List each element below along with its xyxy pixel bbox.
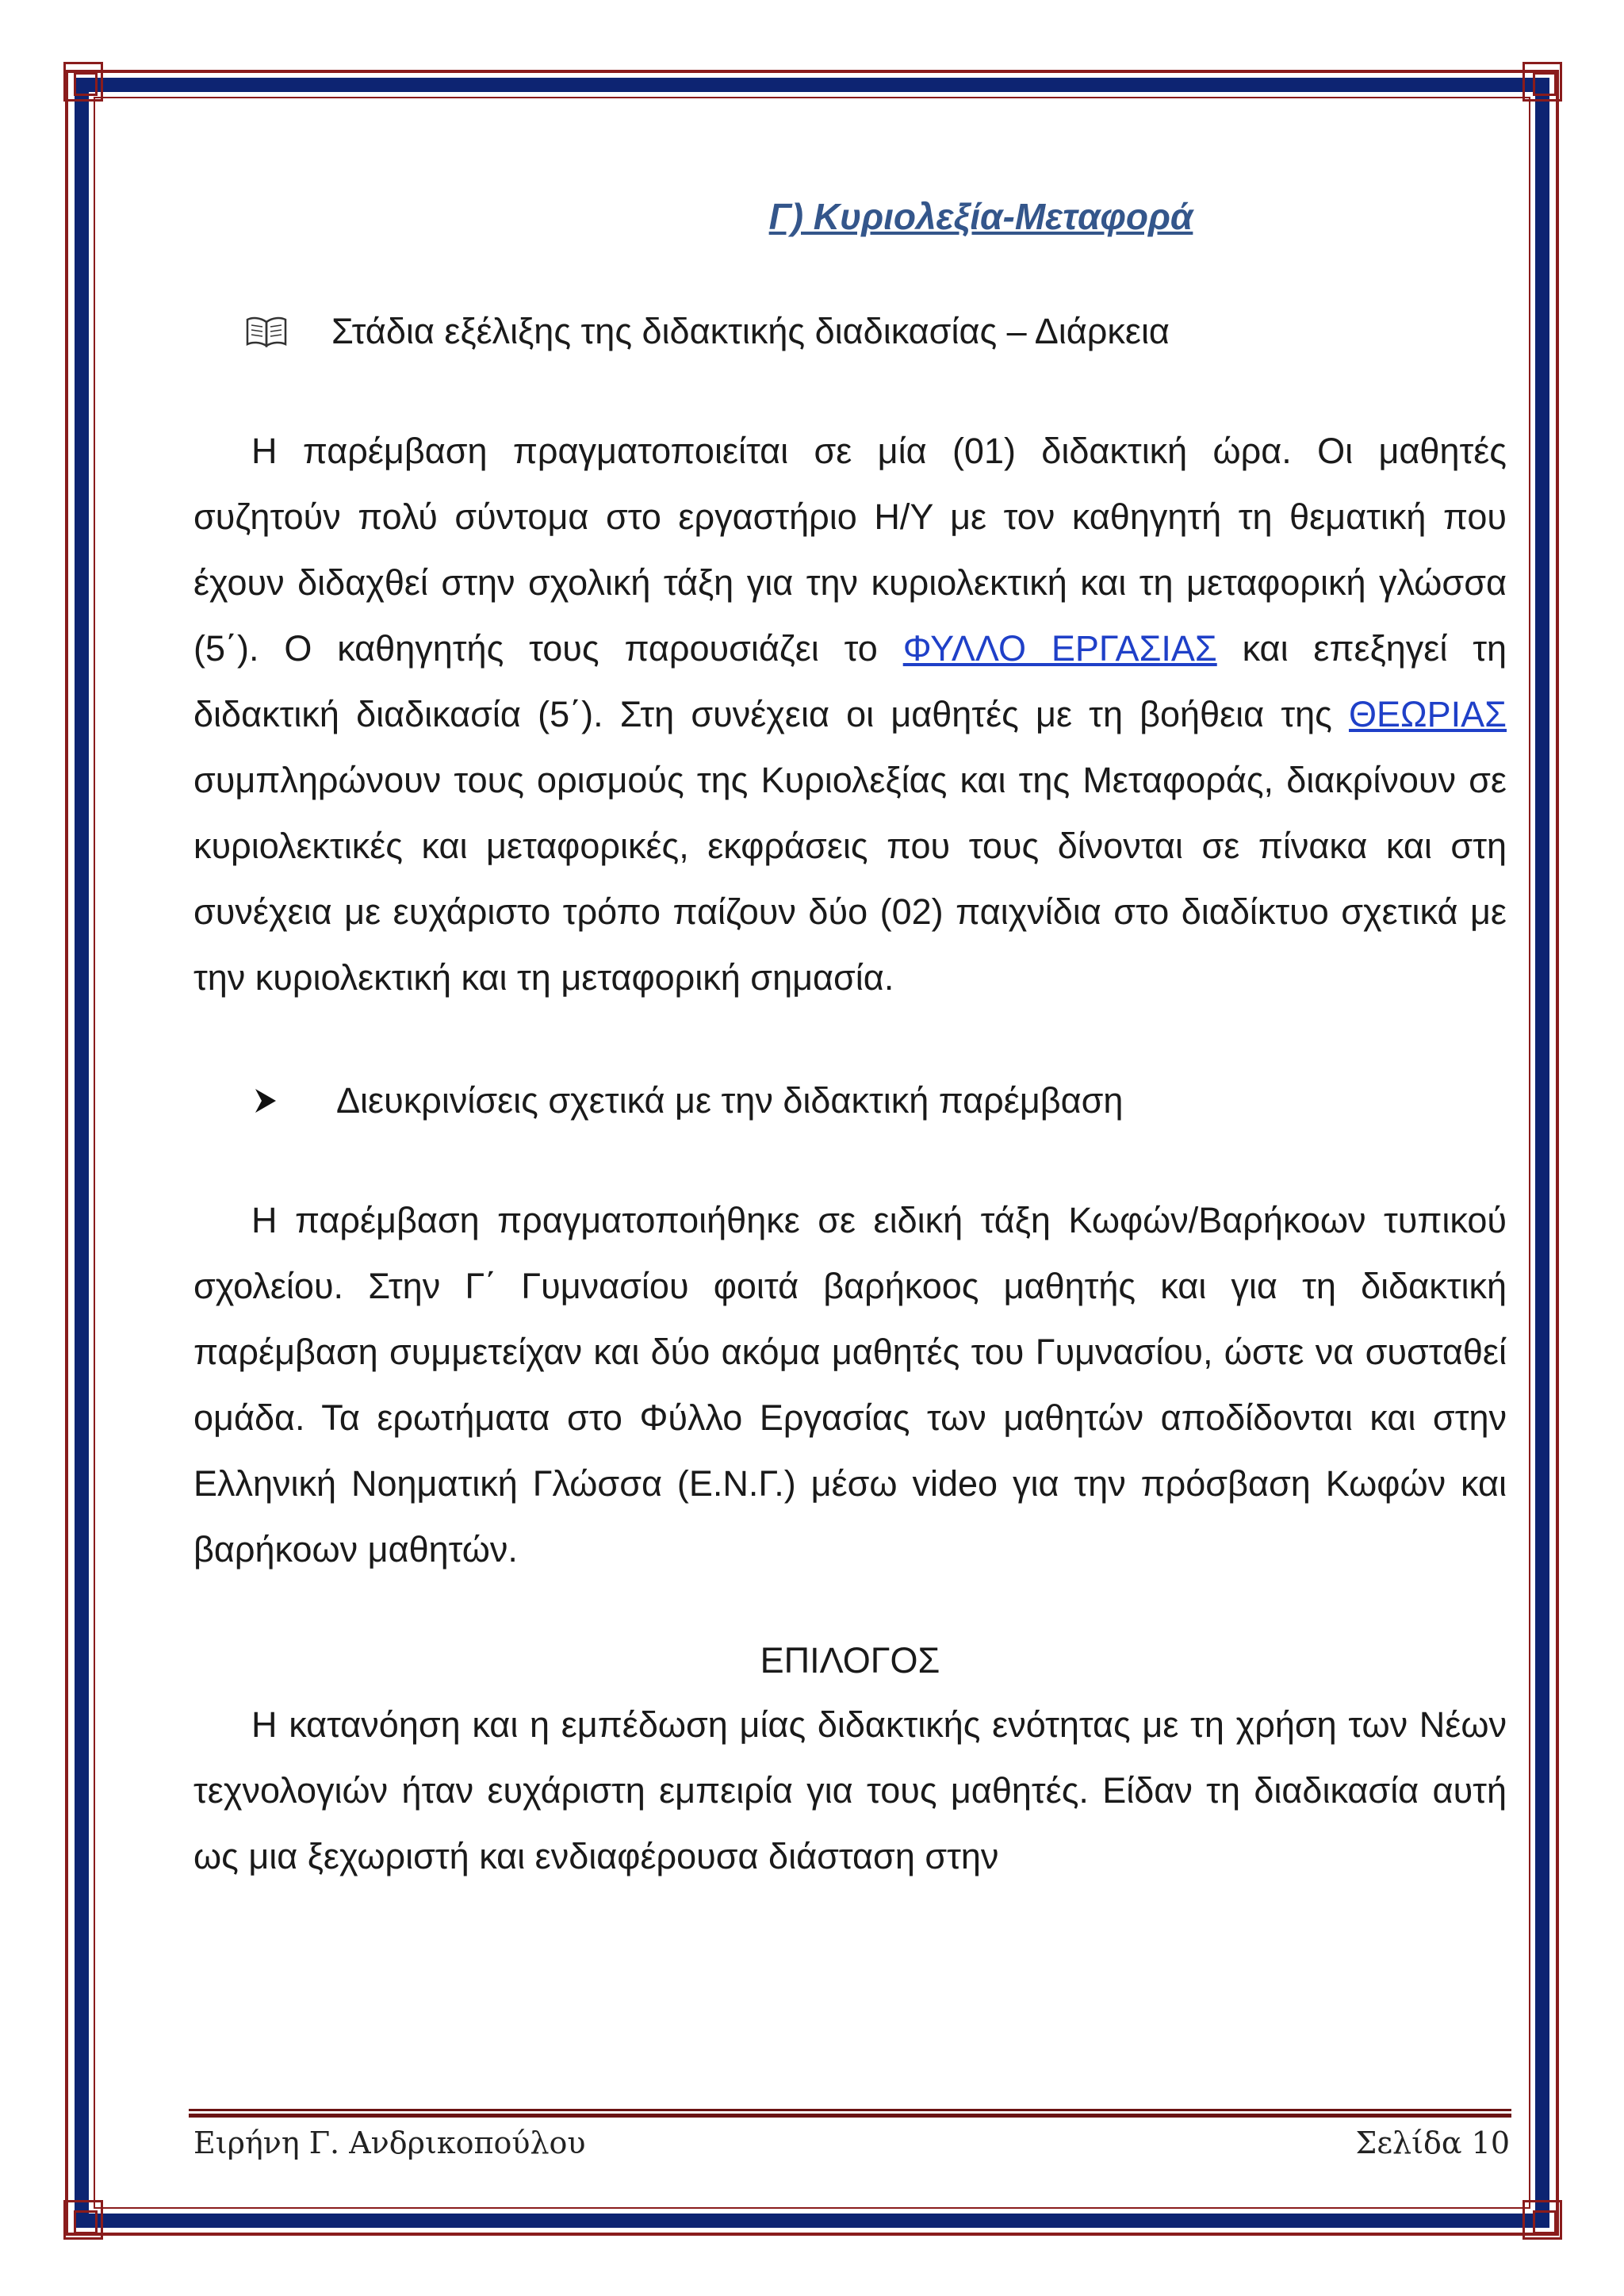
- intro-text-3: συμπληρώνουν τους ορισμούς της Κυριολεξίας και της Μεταφοράς, διακρίνουν σε κυριολεκτικές και μεταφορικές, εκφράσεις που τους δίνονται σε πίνακα και στη συνέχεια με ευχάριστο τρόπο παίζουν δύο (02) παιχνίδια στο διαδίκτυο σχετικά με την κυριολεκτική και τη μεταφορική σημασία.: [193, 760, 1507, 998]
- arrow-bullet-icon: [254, 1087, 278, 1114]
- footer-author: Ειρήνη Γ. Ανδρικοπούλου: [193, 2125, 586, 2160]
- open-book-icon: [246, 316, 287, 347]
- document-body: [193, 190, 1507, 1889]
- section-title: Γ) Κυριολεξία-Μεταφορά: [768, 196, 1193, 237]
- theory-link[interactable]: ΘΕΩΡΙΑΣ: [1348, 694, 1507, 734]
- border-corner-ornament: [1522, 2200, 1562, 2240]
- border-corner-ornament: [1522, 62, 1562, 102]
- stages-heading-line: [193, 298, 1507, 364]
- border-corner-ornament: [63, 2200, 103, 2240]
- clarifications-heading-line: [193, 1068, 1507, 1133]
- page-footer: [193, 2125, 1510, 2160]
- page-number: Σελίδα 10: [1355, 2125, 1510, 2160]
- clarifications-heading: Διευκρινίσεις σχετικά με την διδακτική παρέμβαση: [336, 1080, 1124, 1121]
- intro-text-1: Η παρέμβαση πραγματοποιείται σε μία (01) διδακτική ώρα. Οι μαθητές συζητούν πολύ σύντομα στο εργαστήριο Η/Υ με τον καθηγητή τη θεματική που έχουν διδαχθεί στην σχολική τάξη για την κυριολεκτική και τη μεταφορική γλώσσα (5΄). Ο καθηγητής τους παρουσιάζει το: [193, 431, 1507, 669]
- border-corner-ornament: [63, 62, 103, 102]
- epilogue-paragraph: Η κατανόηση και η εμπέδωση μίας διδακτικής ενότητας με τη χρήση των Νέων τεχνολογιών ήταν ευχάριστη εμπειρία για τους μαθητές. Είδαν τη διαδικασία αυτή ως μια ξεχωριστή και ενδιαφέρουσα διάσταση στην: [193, 1704, 1507, 1876]
- worksheet-link[interactable]: ΦΥΛΛΟ ΕΡΓΑΣΙΑΣ: [902, 628, 1217, 669]
- footer-divider: [189, 2109, 1511, 2118]
- intro-paragraph: [193, 418, 1507, 1010]
- clarifications-paragraph: Η παρέμβαση πραγματοποιήθηκε σε ειδική τάξη Κωφών/Βαρήκοων τυπικού σχολείου. Στην Γ΄ Γυμνασίου φοιτά βαρήκοος μαθητής και για τη διδακτική παρέμβαση συμμετείχαν και δύο ακόμα μαθητές του Γυμνασίου, ώστε να συσταθεί ομάδα. Τα ερωτήματα στο Φύλλο Εργασίας των μαθητών αποδίδονται και στην Ελληνική Νοηματική Γλώσσα (Ε.Ν.Γ.) μέσω video για την πρόσβαση Κωφών και βαρήκοων μαθητών.: [193, 1200, 1507, 1570]
- intro-text-2: και επεξηγεί τη διδακτική διαδικασία (5΄). Στη συνέχεια οι μαθητές με τη βοήθεια της: [193, 628, 1507, 734]
- epilogue-heading: ΕΠΙΛΟΓΟΣ: [760, 1640, 940, 1681]
- stages-heading: Στάδια εξέλιξης της διδακτικής διαδικασίας – Διάρκεια: [331, 311, 1170, 351]
